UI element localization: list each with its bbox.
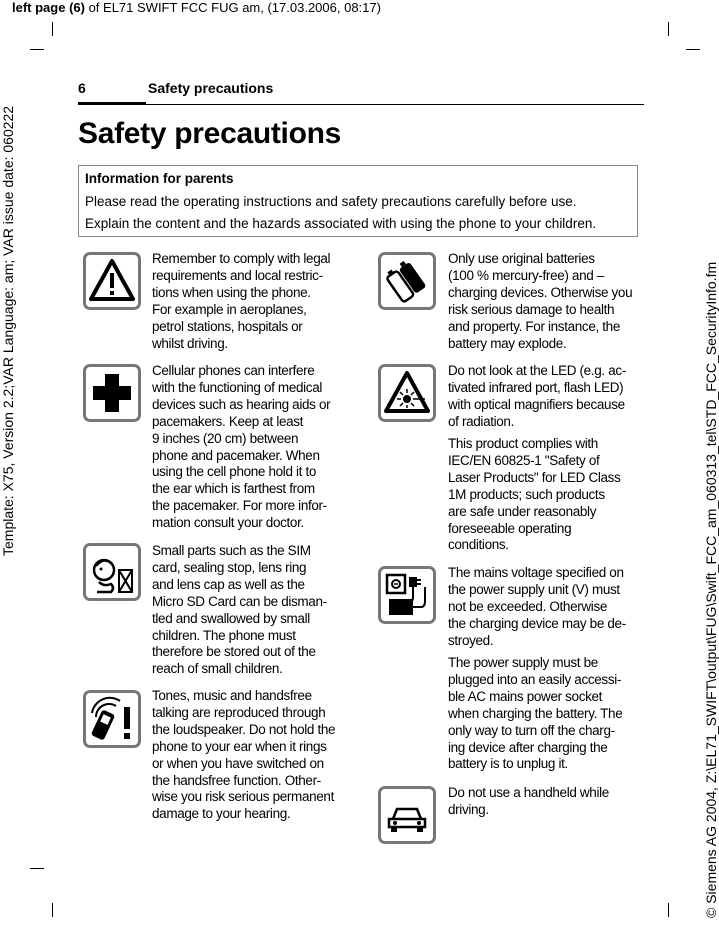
text-line: Laser Products" for LED Class <box>448 469 621 485</box>
safety-item-text <box>448 363 626 431</box>
text-line: The power supply must be <box>448 655 598 670</box>
print-header <box>12 0 381 15</box>
text-line: card, sealing stop, lens ring <box>152 559 307 575</box>
text-line: wise you risk serious permanent <box>152 789 334 805</box>
info-box-line: Please read the operating instructions and safety precautions carefully before use. <box>85 194 577 209</box>
text-line: tled and swallowed by small <box>152 610 310 626</box>
parents-info-box <box>78 165 638 237</box>
text-line: talking are reproduced through <box>152 704 326 720</box>
info-box-heading: Information for parents <box>85 171 234 186</box>
safety-item-text <box>448 251 632 352</box>
text-line: with optical magnifiers because <box>448 396 625 412</box>
crop-mark <box>668 22 669 36</box>
crop-mark <box>686 49 700 50</box>
text-line: therefore be stored out of the <box>152 644 316 660</box>
safety-item-text <box>448 436 620 554</box>
text-line: battery may explode. <box>448 335 567 351</box>
text-line: ble AC mains power socket <box>448 688 603 704</box>
text-line: the loudspeaker. Do not hold the <box>152 721 336 737</box>
text-line: driving. <box>448 801 489 817</box>
text-line: tivated infrared port, flash LED) <box>448 379 624 395</box>
text-line: Micro SD Card can be disman- <box>152 593 327 609</box>
page-number: 6 <box>78 80 86 96</box>
text-line: children. The phone must <box>152 627 296 643</box>
child-small-parts-icon <box>83 543 141 601</box>
text-line: reach of small children. <box>152 661 283 677</box>
text-line: the charging device may be de- <box>448 615 626 631</box>
text-line: and lens cap as well as the <box>152 576 305 592</box>
text-line: ing device after charging the <box>448 739 608 755</box>
safety-item-text <box>152 688 335 823</box>
safety-item-text <box>448 785 609 819</box>
page-title: Safety precautions <box>78 117 342 150</box>
text-line: conditions. <box>448 537 509 553</box>
text-line: or when you have switched on <box>152 755 324 771</box>
text-line: foreseeable operating <box>448 520 572 536</box>
text-line: Only use original batteries <box>448 251 595 266</box>
text-line: Cellular phones can interfere <box>152 363 315 378</box>
right-margin-text: © Siemens AG 2004, Z:\EL71_SWIFT\output\FUG\Swift_FCC_am_060313_tel\STD_FCC_SecurityInfo.fm <box>703 261 719 918</box>
text-line: the handsfree function. Other- <box>152 772 321 788</box>
text-line: IEC/EN 60825-1 "Safety of <box>448 452 600 468</box>
text-line: For example in aeroplanes, <box>152 301 307 317</box>
power-supply-icon <box>378 566 436 624</box>
left-margin-text: Template: X75, Version 2.2;VAR Language: am; VAR issue date: 060222 <box>0 105 16 556</box>
text-line: 1M products; such products <box>448 486 605 502</box>
left-margin-template-info <box>0 56 18 916</box>
text-line: (100 % mercury-free) and – <box>448 267 604 283</box>
safety-item-text <box>152 543 327 678</box>
laser-warning-icon <box>378 364 436 422</box>
text-line: when charging the battery. The <box>448 705 623 721</box>
text-line: whilst driving. <box>152 335 228 351</box>
text-line: Remember to comply with legal <box>152 251 331 266</box>
text-line: and property. For instance, the <box>448 318 621 334</box>
text-line: risk serious damage to health <box>448 301 615 317</box>
print-header-info: of EL71 SWIFT FCC FUG am, (17.03.2006, 08:17) <box>84 0 381 15</box>
text-line: charging devices. Otherwise you <box>448 284 633 300</box>
text-line: are safe under reasonably <box>448 503 597 519</box>
crop-mark <box>30 868 44 869</box>
crop-mark <box>52 903 53 917</box>
text-line: tions when using the phone. <box>152 284 311 300</box>
text-line: 9 inches (20 cm) between <box>152 430 299 446</box>
crop-mark <box>30 49 44 50</box>
medical-cross-icon <box>83 364 141 422</box>
crop-mark <box>668 903 669 917</box>
text-line: Do not use a handheld while <box>448 785 609 800</box>
text-line: phone to your ear when it rings <box>152 738 327 754</box>
header-rule-thick <box>78 102 146 105</box>
text-line: petrol stations, hospitals or <box>152 318 303 334</box>
text-line: stroyed. <box>448 632 494 648</box>
safety-item-text <box>152 251 330 352</box>
text-line: using the cell phone hold it to <box>152 464 317 480</box>
safety-item-text <box>448 565 626 650</box>
warning-icon <box>83 252 141 310</box>
text-line: with the functioning of medical <box>152 379 323 395</box>
header-rule <box>146 104 644 105</box>
car-icon <box>378 786 436 844</box>
text-line: the power supply unit (V) must <box>448 581 620 597</box>
text-line: the pacemaker. For more infor- <box>152 498 327 514</box>
print-header-page: left page (6) <box>12 0 85 15</box>
safety-item-text <box>152 363 330 532</box>
loudspeaker-phone-icon <box>83 690 141 748</box>
text-line: Tones, music and handsfree <box>152 688 312 703</box>
text-line: only way to turn off the charg- <box>448 722 615 738</box>
crop-mark <box>52 22 53 36</box>
text-line: Do not look at the LED (e.g. ac- <box>448 363 626 378</box>
text-line: pacemakers. Keep at least <box>152 413 304 429</box>
text-line: devices such as hearing aids or <box>152 396 331 412</box>
text-line: Small parts such as the SIM <box>152 543 311 558</box>
text-line: phone and pacemaker. When <box>152 447 320 463</box>
info-box-line: Explain the content and the hazards associated with using the phone to your children. <box>85 216 597 231</box>
text-line: This product complies with <box>448 436 598 451</box>
batteries-icon <box>378 252 436 310</box>
text-line: damage to your hearing. <box>152 806 291 822</box>
text-line: of radiation. <box>448 413 514 429</box>
text-line: not be exceeded. Otherwise <box>448 598 608 614</box>
text-line: the ear which is farthest from <box>152 481 315 497</box>
safety-item-text <box>448 655 622 773</box>
text-line: mation consult your doctor. <box>152 515 304 531</box>
running-head: Safety precautions <box>148 80 274 96</box>
text-line: plugged into an easily accessi- <box>448 671 622 687</box>
text-line: requirements and local restric- <box>152 267 323 283</box>
text-line: battery is to unplug it. <box>448 756 568 772</box>
text-line: The mains voltage specified on <box>448 565 624 580</box>
